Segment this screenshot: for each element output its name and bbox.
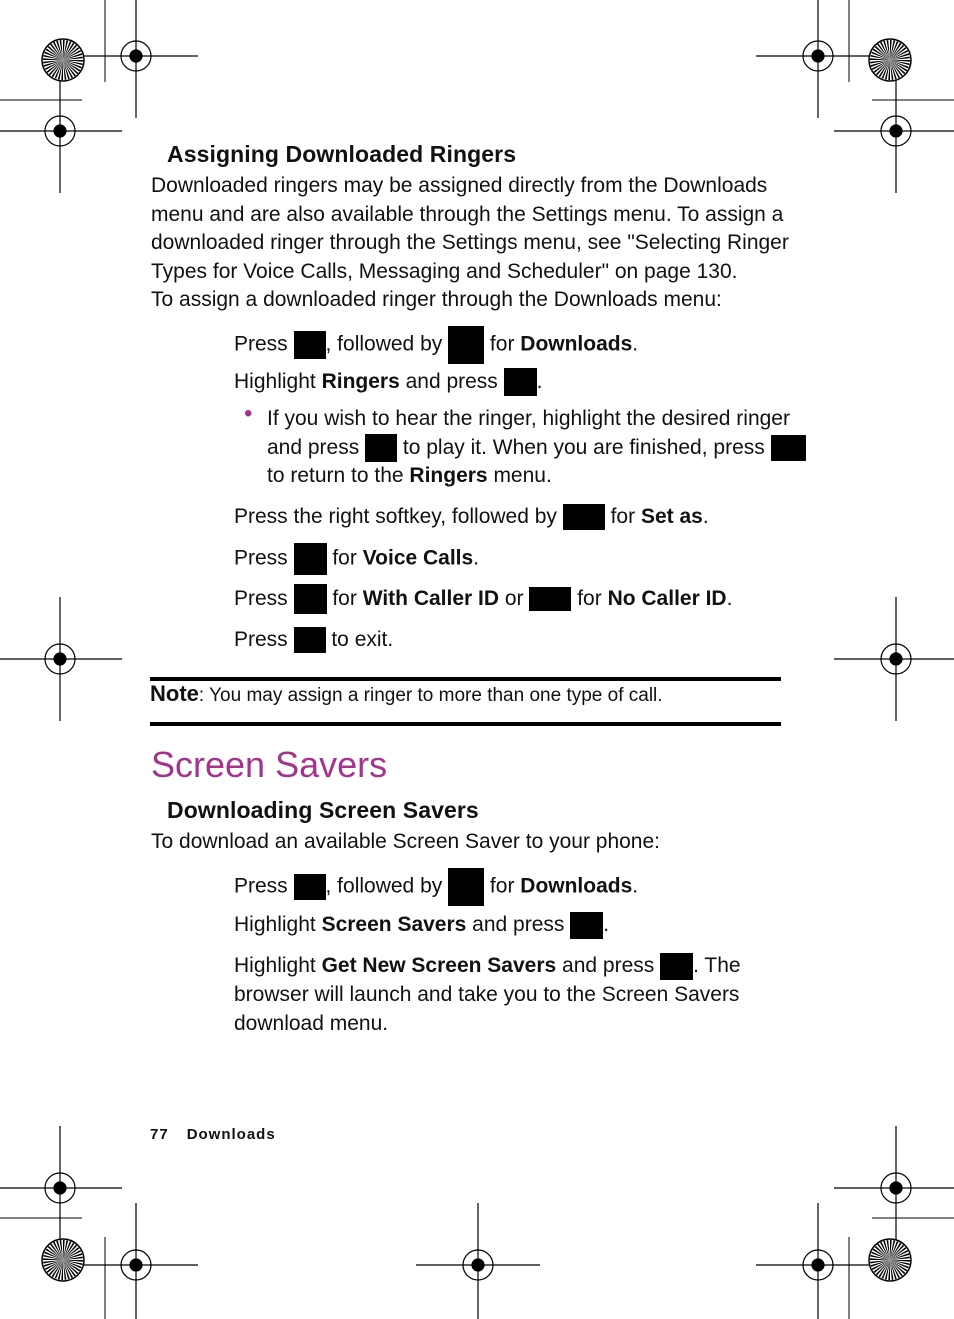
- crosshair-mark-icon: [74, 0, 198, 118]
- crosshair-mark-icon: [0, 1126, 122, 1250]
- number-key-icon: [563, 504, 605, 530]
- page-footer: [150, 1126, 276, 1143]
- ok-key-icon: [504, 368, 537, 396]
- crosshair-mark-icon: [74, 1203, 198, 1319]
- step-highlight-ringers: Highlight Ringers and press .: [234, 367, 543, 396]
- crosshair-mark-icon: [834, 597, 954, 721]
- note-bottom-rule: [150, 722, 781, 726]
- step-right-softkey: Press the right softkey, followed by for Set as.: [234, 502, 709, 531]
- intro-line: Types for Voice Calls, Messaging and Scheduler" on page 130.: [151, 259, 738, 283]
- intro-paragraph: [151, 172, 791, 315]
- step-press-menu: Press , followed by for Downloads.: [234, 326, 638, 364]
- bullet-play-ringer: If you wish to hear the ringer, highlight the desired ringer and press to play it. When you are finished, press to return to the Ringers menu.: [267, 405, 806, 491]
- page-number: 77: [150, 1126, 169, 1143]
- section-heading-assigning-ringers: Assigning Downloaded Ringers: [167, 141, 517, 167]
- crosshair-mark-icon: [0, 597, 122, 721]
- step-caller-id: Press for With Caller ID or for No Caller ID.: [234, 584, 732, 614]
- starburst-mark-icon: [869, 39, 911, 81]
- intro-line: downloaded ringer through the Settings menu, see "Selecting Ringer: [151, 231, 789, 254]
- note: Note: You may assign a ringer to more than one type of call.: [150, 681, 663, 706]
- intro-line: To assign a downloaded ringer through the Downloads menu:: [151, 288, 722, 311]
- bullet-icon: •: [244, 400, 253, 427]
- intro-line: menu and are also available through the Settings menu. To assign a: [151, 202, 784, 226]
- number-key-icon: [529, 587, 571, 611]
- back-key-icon: [771, 435, 806, 461]
- intro-paragraph: To download an available Screen Saver to your phone:: [151, 830, 661, 853]
- menu-key-icon: [294, 331, 326, 359]
- crosshair-mark-icon: [416, 1203, 540, 1319]
- number-key-icon: [294, 543, 327, 575]
- crosshair-mark-icon: [834, 1126, 954, 1250]
- crosshair-mark-icon: [756, 1203, 880, 1319]
- crosshair-mark-icon: [834, 69, 954, 193]
- step-exit: Press to exit.: [234, 625, 393, 654]
- section-heading-downloading-screen-savers: Downloading Screen Savers: [167, 797, 479, 823]
- intro-line: Downloaded ringers may be assigned directly from the Downloads: [151, 174, 768, 197]
- end-key-icon: [294, 627, 326, 653]
- starburst-mark-icon: [42, 1239, 84, 1281]
- step-highlight-screen-savers: Highlight Screen Savers and press .: [234, 910, 609, 939]
- number-key-icon: [294, 584, 327, 614]
- ok-key-icon: [660, 953, 693, 980]
- crosshair-mark-icon: [0, 69, 122, 193]
- number-key-icon: [448, 868, 484, 906]
- step-get-new-screen-savers: Highlight Get New Screen Savers and press . The browser will launch and take you to the Screen Savers download menu.: [234, 954, 741, 1035]
- play-key-icon: [365, 434, 397, 462]
- section-title-screen-savers: Screen Savers: [151, 744, 388, 785]
- starburst-mark-icon: [42, 39, 84, 81]
- number-key-icon: [448, 326, 484, 364]
- menu-key-icon: [294, 874, 326, 900]
- footer-section-name: Downloads: [186, 1126, 276, 1143]
- starburst-mark-icon: [869, 1239, 911, 1281]
- ok-key-icon: [570, 912, 603, 939]
- step-voice-calls: Press for Voice Calls.: [234, 543, 479, 575]
- step-press-menu: Press , followed by for Downloads.: [234, 868, 638, 906]
- crosshair-mark-icon: [756, 0, 880, 118]
